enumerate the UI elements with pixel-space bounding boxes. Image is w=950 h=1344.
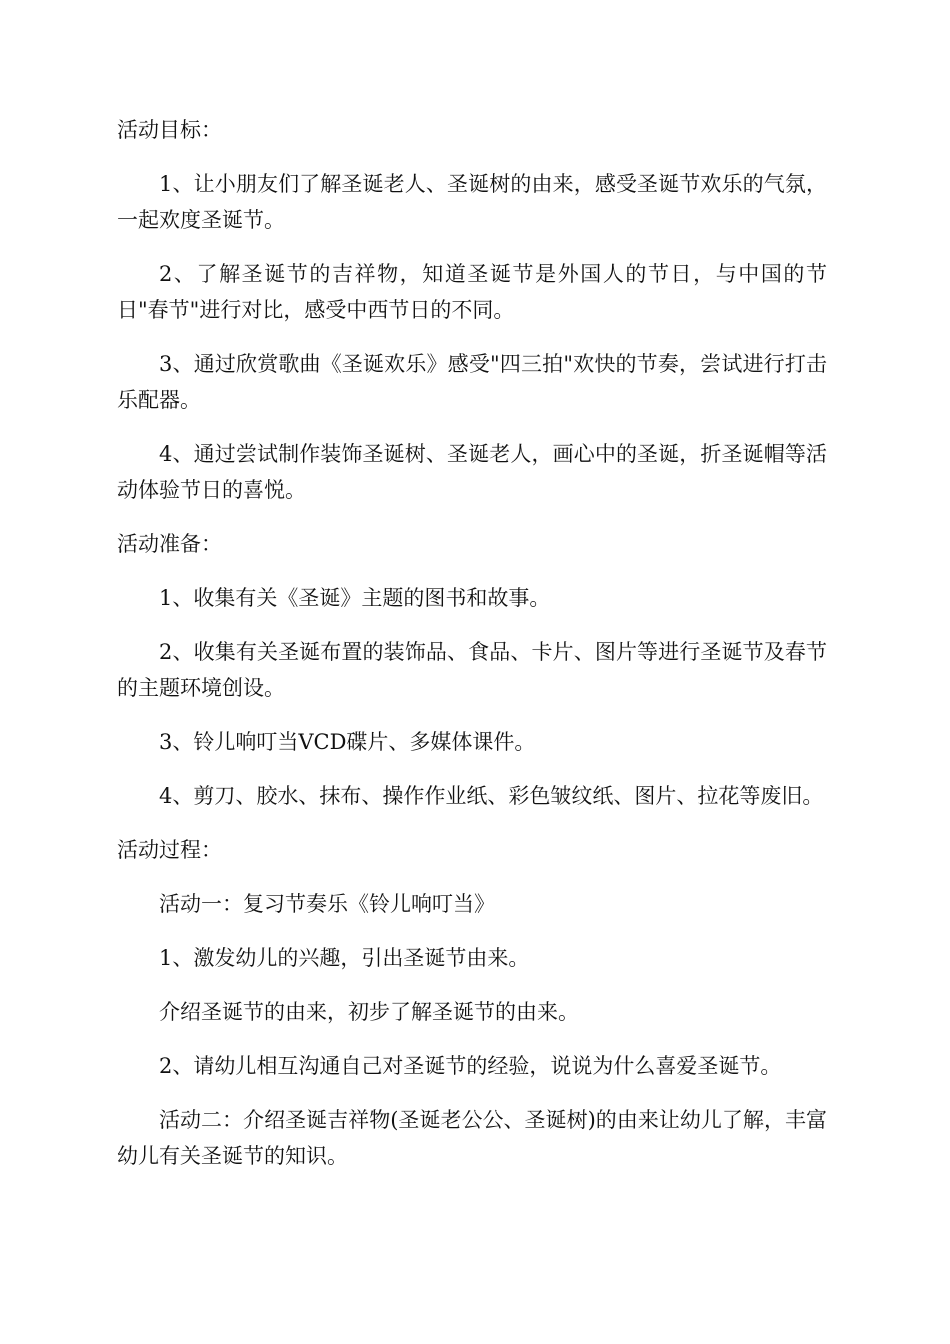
process-step-detail: 介绍圣诞节的由来，初步了解圣诞节的由来。	[159, 1000, 579, 1024]
process-heading: 活动过程：	[117, 838, 222, 862]
goal-item: 4、通过尝试制作装饰圣诞树、圣诞老人，画心中的圣诞，折圣诞帽等活动体验节日的喜悦。	[117, 442, 827, 502]
preparation-item: 2、收集有关圣诞布置的装饰品、食品、卡片、图片等进行圣诞节及春节的主题环境创设。	[117, 640, 827, 700]
goal-item: 2、了解圣诞节的吉祥物，知道圣诞节是外国人的节日，与中国的节日"春节"进行对比，感受中西节日的不同。	[117, 262, 827, 322]
preparation-item: 3、铃儿响叮当VCD碟片、多媒体课件。	[159, 730, 536, 754]
activity-one-title: 活动一：复习节奏乐《铃儿响叮当》	[159, 892, 495, 916]
preparation-item: 1、收集有关《圣诞》主题的图书和故事。	[159, 586, 551, 610]
process-step: 1、激发幼儿的兴趣，引出圣诞节由来。	[159, 946, 530, 970]
activity-two: 活动二：介绍圣诞吉祥物(圣诞老公公、圣诞树)的由来让幼儿了解，丰富幼儿有关圣诞节的知识。	[117, 1108, 827, 1168]
preparation-heading: 活动准备：	[117, 532, 222, 556]
preparation-item: 4、剪刀、胶水、抹布、操作作业纸、彩色皱纹纸、图片、拉花等废旧。	[159, 784, 824, 808]
process-step: 2、请幼儿相互沟通自己对圣诞节的经验，说说为什么喜爱圣诞节。	[159, 1054, 782, 1078]
goal-item: 3、通过欣赏歌曲《圣诞欢乐》感受"四三拍"欢快的节奏，尝试进行打击乐配器。	[117, 352, 827, 412]
goal-item: 1、让小朋友们了解圣诞老人、圣诞树的由来，感受圣诞节欢乐的气氛，一起欢度圣诞节。	[117, 172, 827, 232]
goals-heading: 活动目标：	[117, 118, 222, 142]
document-body	[117, 112, 827, 1192]
